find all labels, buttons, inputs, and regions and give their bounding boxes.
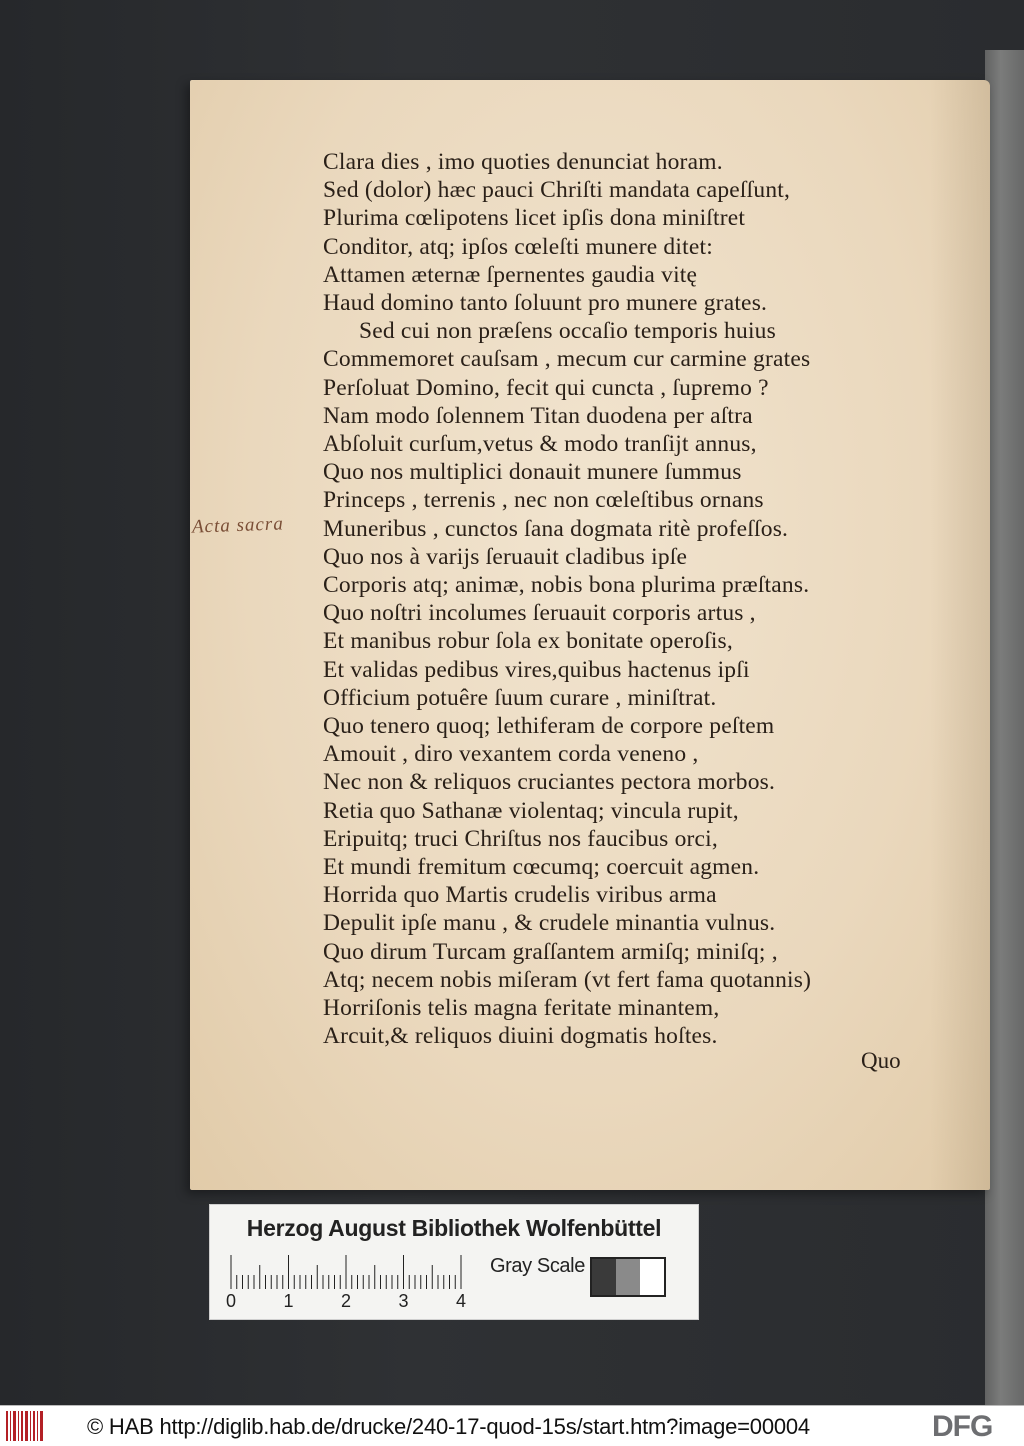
verse-text bbox=[323, 148, 963, 1051]
verse-line: Quo noſtri incolumes ſeruauit corporis artus , bbox=[323, 600, 756, 627]
verse-line: Quo nos multiplici donauit munere ſummus bbox=[323, 459, 742, 486]
verse-line: Corporis atq; animæ, nobis bona plurima præſtans. bbox=[323, 572, 810, 599]
verse-line: Princeps , terrenis , nec non cœleſtibus ornans bbox=[323, 487, 764, 514]
ruler-label: 1 bbox=[283, 1291, 294, 1311]
verse-line: Sed cui non præſens occaſio temporis huius bbox=[359, 318, 776, 345]
ruler-label: 3 bbox=[398, 1291, 409, 1311]
verse-line: Et mundi fremitum cœcumq; coercuit agmen. bbox=[323, 854, 760, 881]
library-name: Herzog August Bibliothek Wolfenbüttel bbox=[246, 1215, 662, 1241]
verse-line: Nam modo ſolennem Titan duodena per aſtra bbox=[323, 402, 753, 429]
verse-line: Atq; necem nobis miſeram (vt fert fama quotannis) bbox=[323, 966, 812, 993]
verse-line: Et validas pedibus vires,quibus hactenus ipſi bbox=[323, 656, 750, 683]
ruler-labels bbox=[226, 1291, 500, 1313]
gray-swatch bbox=[592, 1259, 616, 1295]
ruler-label: 0 bbox=[226, 1291, 237, 1311]
facing-page-edge bbox=[985, 50, 1024, 1405]
verse-line: Horriſonis telis magna feritate minantem, bbox=[323, 995, 720, 1022]
verse-line: Officium potuêre ſuum curare , miniſtrat. bbox=[323, 684, 717, 711]
verse-line: Depulit ipſe manu , & crudele minantia vulnus. bbox=[323, 910, 776, 937]
barcode-logo-icon bbox=[6, 1411, 48, 1441]
verse-line: Haud domino tanto ſoluunt pro munere grates. bbox=[323, 290, 768, 317]
dfg-logo: DFG bbox=[932, 1410, 993, 1443]
ruler-label: 2 bbox=[341, 1291, 352, 1311]
ruler-label: 4 bbox=[456, 1291, 467, 1311]
verse-line: Plurima cœlipotens licet ipſis dona miniſtret bbox=[323, 205, 746, 232]
verse-line: Muneribus , cunctos ſana dogmata ritè profeſſos. bbox=[323, 515, 789, 542]
verse-line: Eripuitq; truci Chriſtus nos faucibus orci, bbox=[323, 825, 718, 852]
verse-line: Quo dirum Turcam graſſantem armiſq; miniſq; , bbox=[323, 938, 778, 965]
viewer-footer bbox=[0, 1405, 1024, 1446]
copyright-url[interactable]: © HAB http://diglib.hab.de/drucke/240-17-quod-15s/start.htm?image=00004 bbox=[87, 1414, 810, 1439]
gray-swatch bbox=[640, 1259, 664, 1295]
verse-line: Quo nos à varijs ſeruauit cladibus ipſe bbox=[323, 543, 688, 570]
verse-line: Amouit , diro vexantem corda veneno , bbox=[323, 741, 699, 768]
verse-line: Commemoret cauſsam , mecum cur carmine grates bbox=[323, 346, 811, 373]
handwritten-margin-note: Acta sacra bbox=[191, 513, 285, 538]
verse-line: Nec non & reliquos cruciantes pectora morbos. bbox=[323, 769, 776, 796]
gray-scale-swatches bbox=[590, 1257, 666, 1297]
gray-scale-label: Gray Scale bbox=[490, 1255, 585, 1277]
verse-line: Retia quo Sathanæ violentaq; vincula rupit, bbox=[323, 797, 739, 824]
verse-line: Et manibus robur ſola ex bonitate operoſis, bbox=[323, 628, 733, 655]
verse-line: Attamen æternæ ſpernentes gaudia vitę bbox=[323, 261, 698, 288]
verse-line: Perſoluat Domino, fecit qui cuncta , ſupremo ? bbox=[323, 374, 769, 401]
verse-line: Quo tenero quoq; lethiferam de corpore peſtem bbox=[323, 713, 775, 740]
verse-line: Clara dies , imo quoties denunciat horam. bbox=[323, 149, 723, 175]
verse-line: Arcuit,& reliquos diuini dogmatis hoſtes. bbox=[323, 1023, 718, 1050]
verse-line: Conditor, atq; ipſos cœleſti munere ditet: bbox=[323, 233, 713, 260]
color-calibration-card bbox=[209, 1204, 699, 1320]
verse-line: Abſoluit curſum,vetus & modo tranſijt annus, bbox=[323, 431, 757, 458]
ruler-scale bbox=[230, 1255, 480, 1289]
catchword: Quo bbox=[861, 1048, 901, 1073]
verse-line: Sed (dolor) hæc pauci Chriſti mandata capeſſunt, bbox=[323, 177, 791, 204]
gray-swatch bbox=[616, 1259, 640, 1295]
verse-line: Horrida quo Martis crudelis viribus arma bbox=[323, 882, 717, 909]
